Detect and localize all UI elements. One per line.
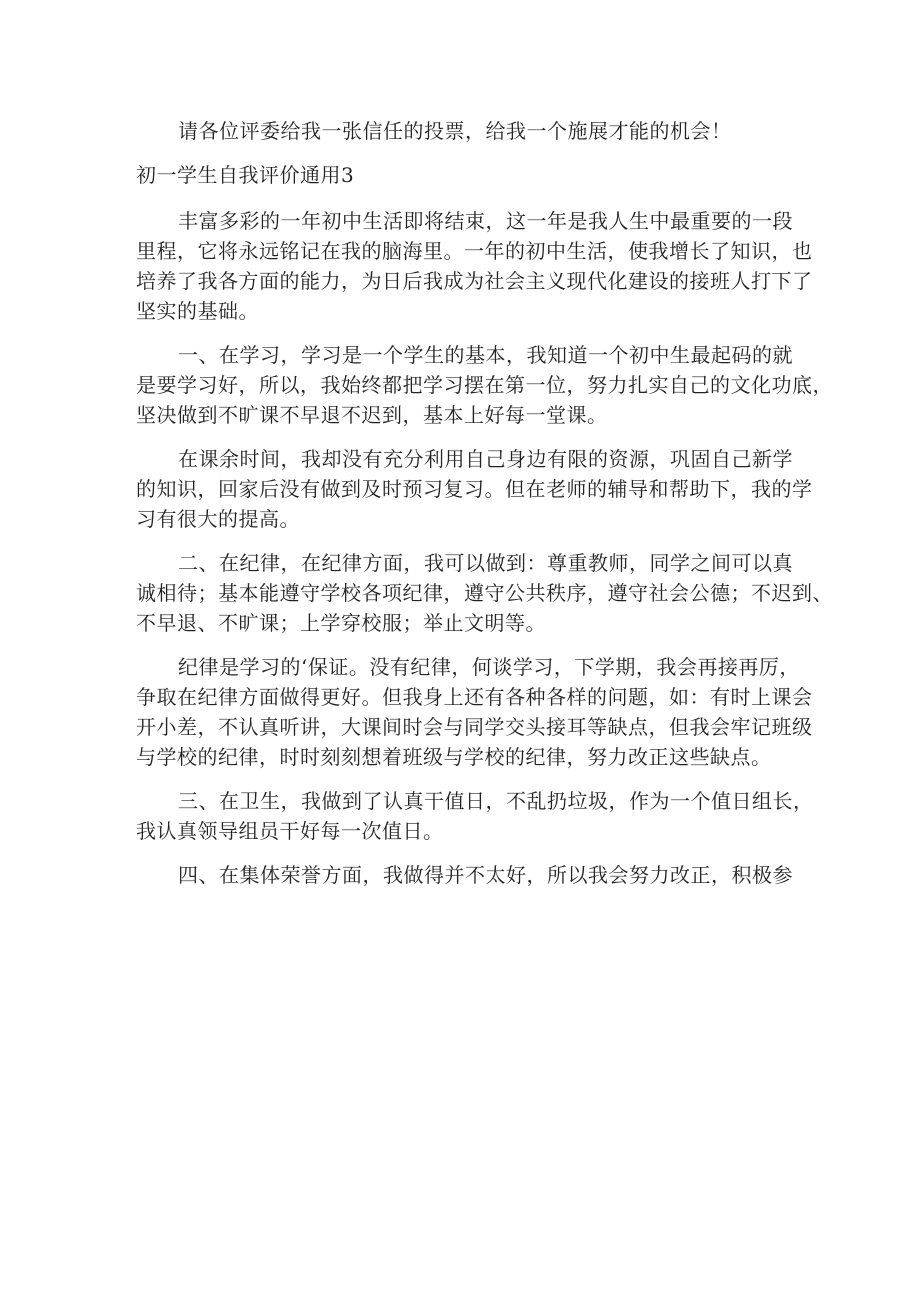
text-line: 习有很大的提高。 <box>136 507 300 531</box>
text-line: 开小差，不认真听讲，大课间时会与同学交头接耳等缺点，但我会牢记班级 <box>136 715 813 739</box>
text-line: 一、在学习，学习是一个学生的基本，我知道一个初中生最起码的就 <box>178 343 793 367</box>
text-line: 是要学习好，所以，我始终都把学习摆在第一位，努力扎实自己的文化功底， <box>136 373 833 397</box>
text-line: 不早退、不旷课；上学穿校服；举止文明等。 <box>136 611 546 635</box>
paragraph-1 <box>136 206 813 326</box>
text-line: 丰富多彩的一年初中生活即将结束，这一年是我人生中最重要的一段 <box>178 209 793 233</box>
text-line: 请各位评委给我一张信任的投票，给我一个施展才能的机会！ <box>178 119 732 143</box>
text-line: 四、在集体荣誉方面，我做得并不太好，所以我会努力改正，积极参 <box>178 863 793 887</box>
text-line: 纪律是学习的‘保证。没有纪律，何谈学习，下学期，我会再接再厉， <box>178 655 800 679</box>
opening-line <box>136 116 790 146</box>
text-line: 在课余时间，我却没有充分利用自己身边有限的资源，巩固自己新学 <box>178 447 793 471</box>
text-line: 二、在纪律，在纪律方面，我可以做到：尊重教师，同学之间可以真 <box>178 551 793 575</box>
text-line: 争取在纪律方面做得更好。但我身上还有各种各样的问题，如：有时上课会 <box>136 685 813 709</box>
text-line: 坚决做到不旷课不早退不迟到，基本上好每一堂课。 <box>136 403 608 427</box>
paragraph-7 <box>136 860 793 890</box>
paragraph-5 <box>136 652 813 772</box>
text-line: 我认真领导组员干好每一次值日。 <box>136 819 444 843</box>
paragraph-3 <box>136 444 813 534</box>
text-line: 与学校的纪律，时时刻刻想着班级与学校的纪律，努力改正这些缺点。 <box>136 745 772 769</box>
text-line: 培养了我各方面的能力，为日后我成为社会主义现代化建设的接班人打下了 <box>136 269 813 293</box>
text-line: 诚相待；基本能遵守学校各项纪律，遵守公共秩序，遵守社会公德；不迟到、 <box>136 581 833 605</box>
text-line: 的知识，回家后没有做到及时预习复习。但在老师的辅导和帮助下，我的学 <box>136 477 813 501</box>
text-line: 坚实的基础。 <box>136 299 259 323</box>
text-line: 三、在卫生，我做到了认真干值日，不乱扔垃圾，作为一个值日组长， <box>178 789 814 813</box>
paragraph-2 <box>136 340 833 430</box>
section-title: 初一学生自我评价通用3 <box>136 163 355 187</box>
paragraph-4 <box>136 548 833 638</box>
paragraph-6 <box>136 786 814 846</box>
text-line: 里程，它将永远铭记在我的脑海里。一年的初中生活，使我增长了知识，也 <box>136 239 813 263</box>
